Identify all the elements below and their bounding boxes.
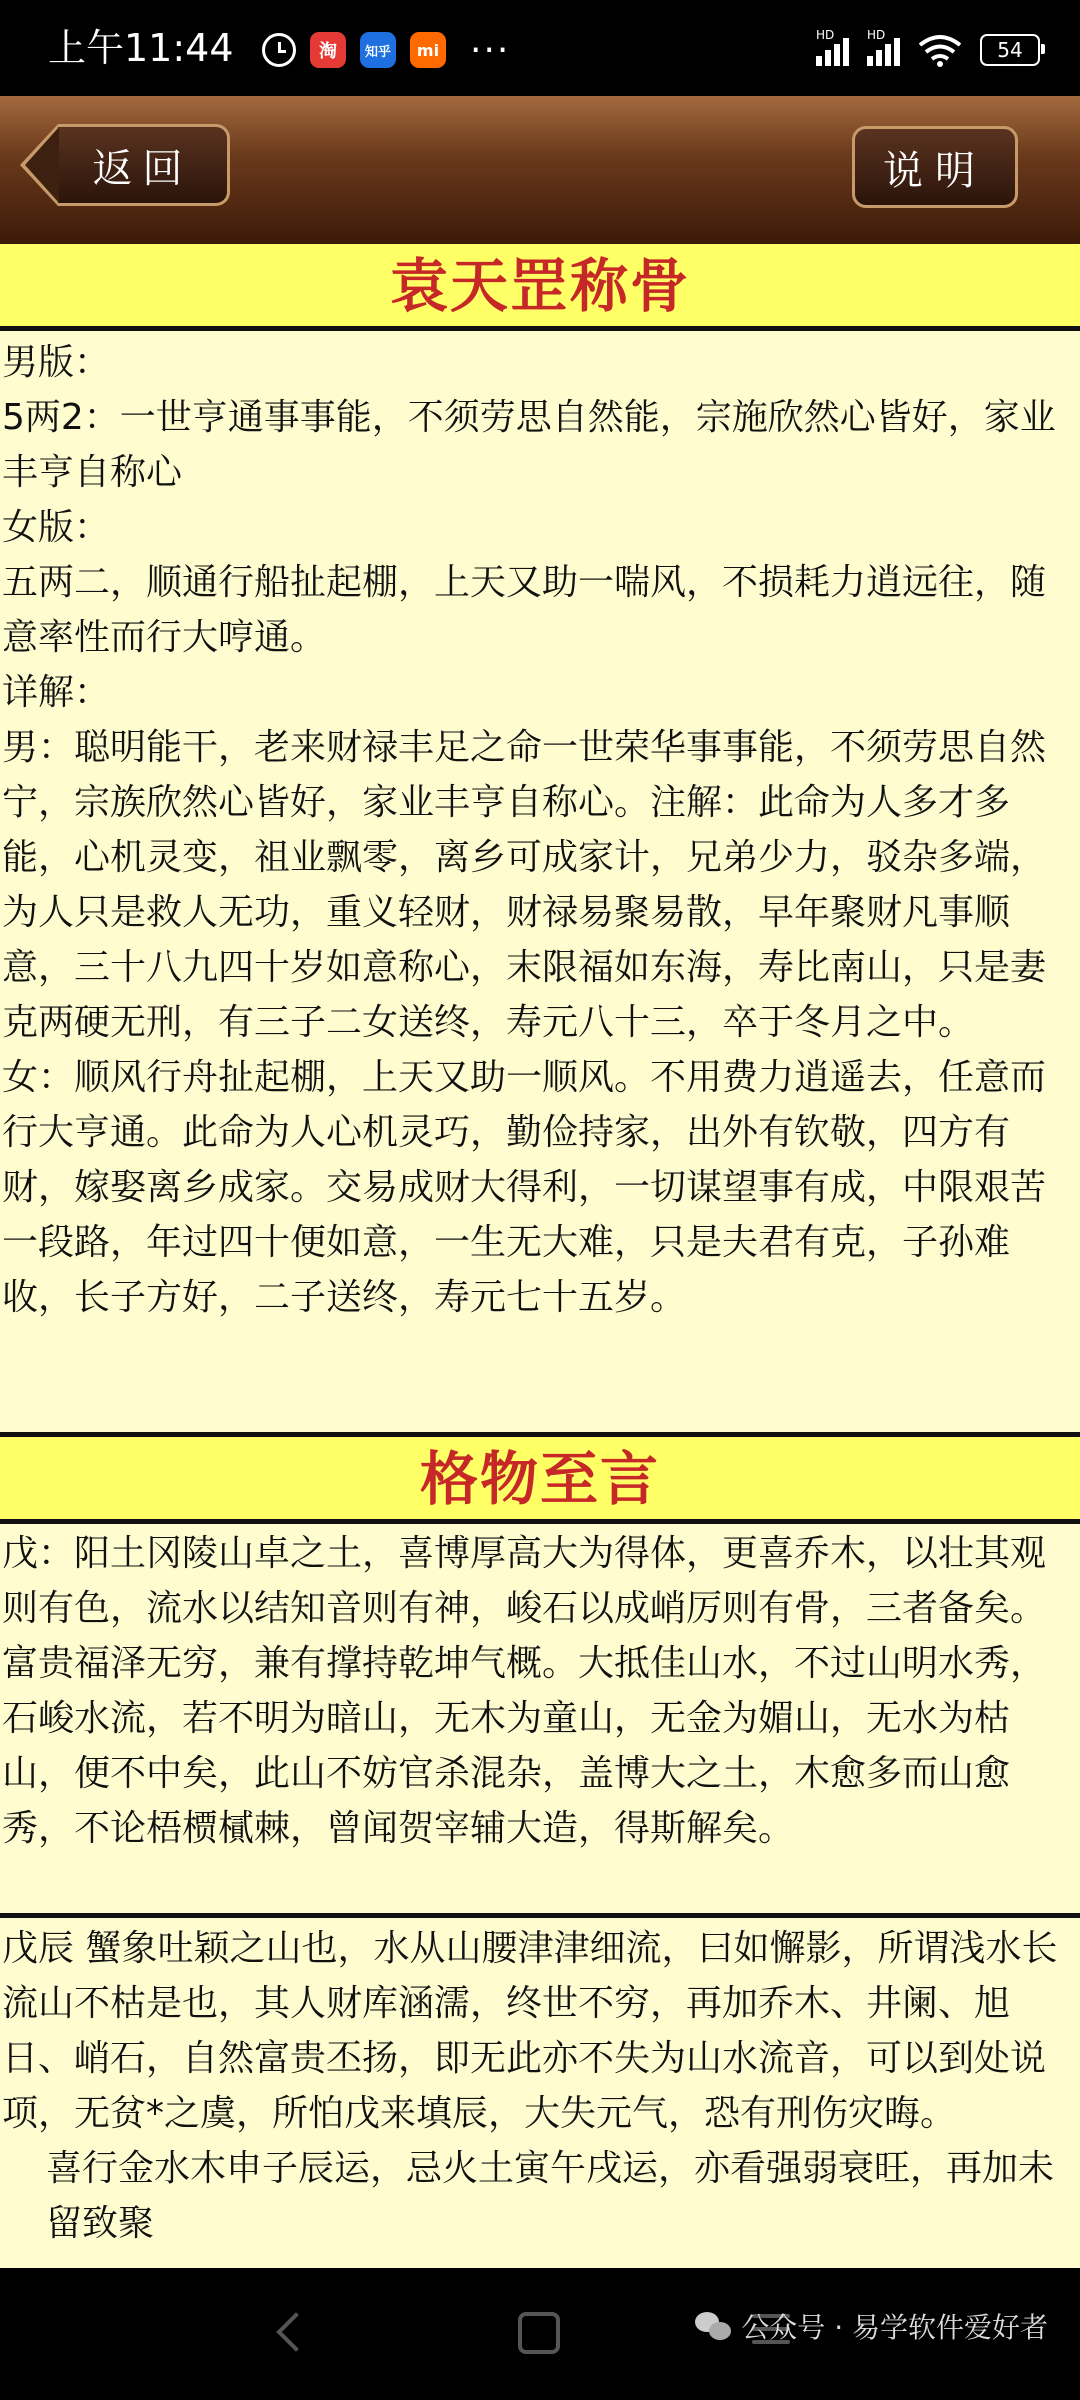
- text-line: 男版：: [2, 342, 111, 383]
- mi-app-icon: mi: [410, 32, 446, 68]
- section-title-chenggu: 袁天罡称骨: [0, 244, 1080, 328]
- paragraph: 喜行金水木申子辰运，忌火土寅午戌运，亦看强弱衰旺，再加未留致聚: [46, 2148, 1055, 2244]
- signal-icon: HD: [816, 34, 849, 66]
- system-nav-bar: [0, 2268, 1080, 2400]
- status-bar: [0, 0, 1080, 96]
- gewu-content-wuchen: [2, 1921, 1072, 2251]
- nav-back-icon[interactable]: [276, 2312, 316, 2352]
- text-line: 5两2：一世亨通事事能，不须劳思自然能，宗施欣然心皆好，家业丰亨自称心: [2, 397, 1056, 493]
- text-line: 五两二，顺通行船扯起棚，上天又助一喘风，不损耗力逍远往，随意率性而行大哼通。: [2, 562, 1047, 658]
- paragraph: 戊辰 蟹象吐颖之山也，水从山腰津津细流，曰如懈影，所谓浅水长流山不枯是也，其人财库涵濡，终世不穷，再加乔木、井阑、旭日、峭石，自然富贵丕扬，即无此亦不失为山水流音，可以到处说项，无贫*之虞，所怕戊来填辰，大失元气，恐有刑伤灾晦。: [2, 1928, 1058, 2134]
- battery-icon: 54: [980, 34, 1040, 66]
- help-button[interactable]: 说明: [852, 126, 1018, 208]
- section-title-gewu: 格物至言: [0, 1437, 1080, 1521]
- divider: [0, 326, 1080, 331]
- nav-home-icon[interactable]: [518, 2312, 560, 2354]
- alarm-icon: [262, 33, 296, 67]
- watermark-text: 公众号 · 易学软件爱好者: [741, 2311, 1048, 2344]
- text-line: 女：顺风行舟扯起棚，上天又助一顺风。不用费力逍遥去，任意而行大亨通。此命为人心机灵巧，勤俭持家，出外有钦敬，四方有财，嫁娶离乡成家。交易成财大得利，一切谋望事有成，中限艰苦一段路，年过四十便如意，一生无大难，只是夫君有克，子孙难收，长子方好，二子送终，寿元七十五岁。: [2, 1057, 1047, 1318]
- watermark: [695, 2304, 1048, 2348]
- status-system-icons: [816, 30, 1040, 70]
- gewu-content-wu: [2, 1526, 1072, 1856]
- app-toolbar: [0, 96, 1080, 244]
- back-button[interactable]: 返回: [58, 124, 230, 206]
- wechat-icon: [695, 2310, 731, 2342]
- status-notification-icons: [262, 28, 510, 72]
- status-time: 上午11:44: [48, 26, 234, 70]
- paragraph: 戊：阳土冈陵山卓之土，喜博厚高大为得体，更喜乔木，以壮其观则有色，流水以结知音则有神，峻石以成峭厉则有骨，三者备矣。富贵福泽无穷，兼有撑持乾坤气概。大抵佳山水，不过山明水秀，石峻水流，若不明为暗山，无木为童山，无金为媚山，无水为枯山，便不中矣，此山不妨官杀混杂，盖博大之土，木愈多而山愈秀，不论梧槚樲棘，曾闻贺宰辅大造，得斯解矣。: [2, 1533, 1047, 1849]
- text-line: 详解：: [2, 672, 111, 713]
- divider: [0, 1519, 1080, 1524]
- signal-icon-2: HD: [867, 34, 900, 66]
- divider: [0, 1913, 1080, 1918]
- wifi-icon: [918, 33, 962, 67]
- zhihu-app-icon: 知乎: [360, 32, 396, 68]
- taobao-app-icon: 淘: [310, 32, 346, 68]
- more-notifications-icon: ···: [470, 29, 511, 71]
- chenggu-content: [2, 335, 1072, 1325]
- text-line: 女版：: [2, 507, 111, 548]
- text-line: 男：聪明能干，老来财禄丰足之命一世荣华事事能，不须劳思自然宁，宗族欣然心皆好，家业丰亨自称心。注解：此命为人多才多能，心机灵变，祖业飘零，离乡可成家计，兄弟少力，驳杂多端，为人只是救人无功，重义轻财，财禄易聚易散，早年聚财凡事顺意，三十八九四十岁如意称心，末限福如东海，寿比南山，只是妻克两硬无刑，有三子二女送终，寿元八十三，卒于冬月之中。: [2, 727, 1047, 1043]
